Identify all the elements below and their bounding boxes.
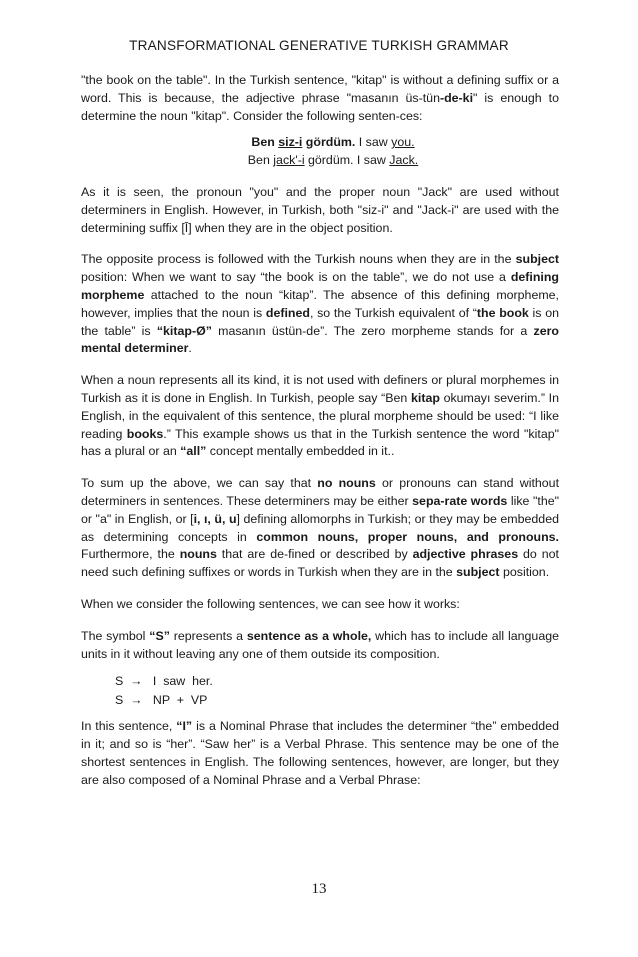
p3-bold-subject: subject (515, 252, 559, 267)
p7-text: represents a (169, 628, 247, 643)
p3-bold-the-book: the book (476, 305, 529, 320)
p5-text: Furthermore, the (81, 547, 180, 562)
paragraph-4 (81, 372, 559, 461)
p3-text: is on the table” is (81, 305, 559, 338)
p8-bold-i: “I” (176, 719, 193, 734)
p5-text: To sum up the above, we can say that (81, 476, 318, 491)
p3-bold-defining-morpheme: defining morpheme (81, 270, 559, 302)
p3-text: attached to the noun “kitap”. The absence of this defining morpheme, however, implies that the noun is (81, 287, 559, 320)
p7-text: which has to include all language units in it without leaving any one of them outside its composition. (81, 628, 559, 661)
p5-bold-adjective-phrases: adjective phrases (412, 547, 519, 562)
ex2-jack: Jack. (389, 153, 419, 168)
ex1-sizi: siz-i (278, 135, 303, 150)
p7-text: The symbol (81, 628, 150, 643)
p3-bold-defined: defined (265, 305, 310, 320)
paragraph-3 (81, 251, 559, 358)
p4-text: okumayı severim.” In English, in the equivalent of this sentence, the plural morpheme should be used: “I like reading (81, 390, 559, 441)
p5-text: like "the" or "a" in English, or [ (81, 493, 559, 526)
p5-bold-nouns-list: common nouns, proper nouns, and pronouns. (256, 529, 559, 544)
running-header: TRANSFORMATIONAL GENERATIVE TURKISH GRAMMAR (129, 38, 509, 53)
p4-text: concept mentally embedded in it.. (206, 444, 395, 459)
p1-text-a: "the book on the table". In the Turkish sentence, "kitap" is without a defining suffix or a word. This is because, the adjective phrase "masanın üs-tün (81, 73, 559, 105)
paragraph-2: As it is seen, the pronoun "you" and the proper noun "Jack" are used without determiners in English. However, in Turkish, both "siz-i" and "Jack-i" are used with the determining suffix [Ī] when they are in the object position. (81, 184, 559, 235)
p7-bold-sentence-whole: sentence as a whole, (246, 628, 372, 643)
p3-bold-kitap-zero: “kitap-Ø” (156, 323, 212, 338)
p5-text: that are de-fined or described by (216, 547, 413, 562)
p7-bold-s: “S” (149, 628, 170, 643)
paragraph-5 (81, 475, 559, 582)
p8-text: In this sentence, (81, 719, 177, 734)
paragraph-8 (81, 718, 559, 789)
paragraph-7 (81, 628, 559, 664)
p3-text: . (188, 341, 192, 356)
formula-line-2 (81, 691, 559, 710)
p3-text: , so the Turkish equivalent of “ (309, 305, 477, 320)
ex1-ben: Ben (251, 135, 279, 150)
paragraph-6: When we consider the following sentences, we can see how it works: (81, 596, 460, 611)
p4-text: .” This example shows us that in the Turkish sentence the word "kitap" has a plural or an (81, 426, 559, 459)
paragraph-1 (81, 72, 559, 125)
p1-text-c: " is enough to determine the noun "kitap". Consider the following senten-ces: (81, 90, 559, 123)
p8-text: is a Nominal Phrase that includes the determiner “the” embedded in it; and so is “her”. “Saw her” is a Verbal Phrase. This sentence may be one of the shortest sentences in English. The following sentences, however, are longer, but they are also composed of a Nominal Phrase and a Verbal Phrase: (81, 719, 559, 787)
p5-bold-no-nouns: no nouns (317, 476, 376, 491)
p5-bold-separate-words: sepa-rate words (412, 493, 508, 508)
p5-text: or pronouns can stand without determiners in sentences. These determiners may be either (81, 476, 560, 508)
p5-bold-nouns: nouns (179, 547, 217, 562)
ex2-jacki: jack'-i (273, 153, 305, 168)
p4-bold-books: books (126, 426, 164, 441)
p4-text: When a noun represents all its kind, it is not used with definers or plural morphemes in Turkish as it is done in English. In Turkish, people say “Ben (81, 373, 559, 405)
p4-bold-kitap: kitap (410, 390, 440, 405)
formula-1-text: S → I saw her. (115, 674, 213, 689)
p5-text: do not need such defining suffixes or words in Turkish when they are in the (81, 547, 559, 580)
p5-bold-allomorphs: i, ı, ü, u (193, 511, 237, 526)
p5-text: position. (499, 565, 550, 580)
formula-line-1 (81, 672, 559, 691)
p4-bold-all: “all” (180, 444, 207, 459)
p3-text: The opposite process is followed with the Turkish nouns when they are in the (81, 252, 516, 267)
p3-text: position: When we want to say “the book is on the table”, we do not use a (81, 270, 511, 285)
p3-text: masanın üstün-de”. The zero morpheme stands for a (211, 323, 534, 338)
page-body (81, 72, 559, 790)
p1-bold-dekı: -de-ki (439, 90, 474, 105)
ex1-isaw: I saw (355, 135, 392, 150)
ex2-ben: Ben (247, 153, 274, 168)
p5-bold-subject: subject (456, 565, 500, 580)
p3-bold-zero-mental-determiner: zero mental determiner (81, 323, 559, 356)
page-number: 13 (311, 881, 327, 897)
formula-2-text: S → NP + VP (115, 692, 208, 707)
example-line-1 (81, 134, 559, 152)
ex1-you: you. (391, 135, 415, 150)
ex1-gordum: gördüm. (302, 135, 356, 150)
p5-text: ] defining allomorphs in Turkish; or they may be embedded as determining concepts in (81, 511, 559, 544)
ex2-gordum: gördüm. I saw (304, 153, 390, 168)
example-line-2 (81, 152, 559, 170)
